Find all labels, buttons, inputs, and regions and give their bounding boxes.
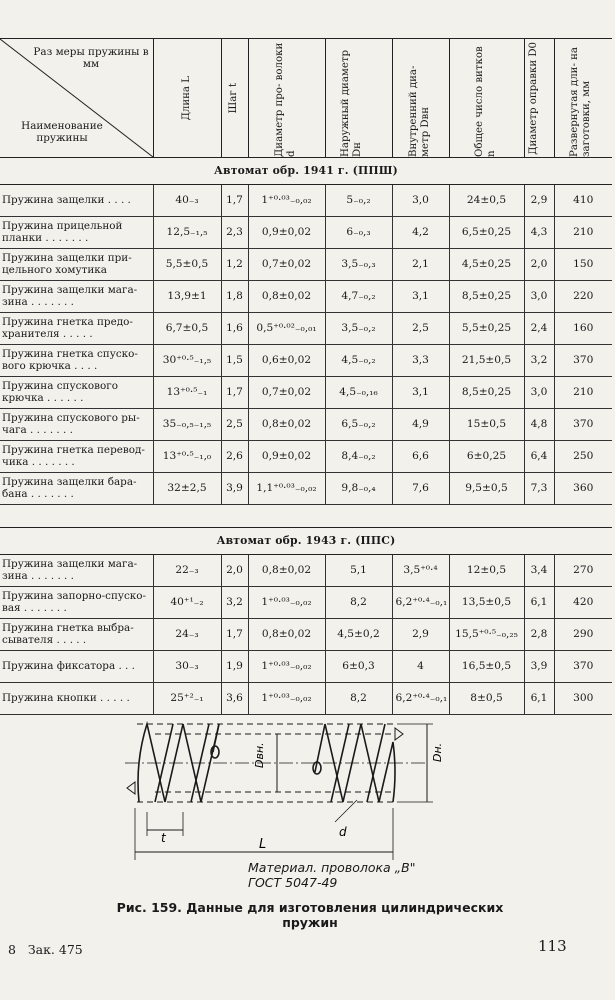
- value-cell: 24±0,5: [449, 185, 524, 217]
- value-cell: 0,8±0,02: [248, 555, 325, 587]
- value-cell: 3,5₋₀,₃: [325, 249, 392, 281]
- value-cell: 1,5: [221, 345, 248, 377]
- col-header-blank-length: Развернутая дли- на заготовки, мм: [554, 39, 612, 158]
- value-cell: 6,5±0,25: [449, 217, 524, 249]
- value-cell: 30⁺⁰·⁵₋₁,₅: [153, 345, 221, 377]
- value-cell: 13⁺⁰·⁵₋₁: [153, 377, 221, 409]
- value-cell: 270: [554, 555, 612, 587]
- value-cell: 1,7: [221, 377, 248, 409]
- value-cell: 6,7±0,5: [153, 313, 221, 345]
- col-header-pitch: Шаг t: [221, 39, 248, 158]
- table-row: [0, 185, 612, 217]
- value-cell: 3,0: [524, 281, 554, 313]
- value-cell: 9,5±0,5: [449, 473, 524, 505]
- value-cell: 4,5±0,2: [325, 619, 392, 651]
- value-cell: 32±2,5: [153, 473, 221, 505]
- value-cell: 3,2: [524, 345, 554, 377]
- table-row: [0, 249, 612, 281]
- value-cell: 5₋₀,₂: [325, 185, 392, 217]
- spring-name-cell: Пружина гнетка спуско- вого крючка . . . .: [0, 345, 153, 377]
- value-cell: 3,9: [524, 651, 554, 683]
- value-cell: 420: [554, 587, 612, 619]
- value-cell: 6±0,3: [325, 651, 392, 683]
- value-cell: 8,4₋₀,₂: [325, 441, 392, 473]
- value-cell: 6,1: [524, 683, 554, 715]
- value-cell: 6,2⁺⁰·⁴₋₀,₁: [392, 683, 449, 715]
- value-cell: 150: [554, 249, 612, 281]
- spring-drawing: [125, 712, 445, 862]
- value-cell: 6±0,25: [449, 441, 524, 473]
- value-cell: 4: [392, 651, 449, 683]
- spring-name-cell: Пружина защелки при- цельного хомутика: [0, 249, 153, 281]
- value-cell: 3,5₋₀,₂: [325, 313, 392, 345]
- value-cell: 1,6: [221, 313, 248, 345]
- value-cell: 0,6±0,02: [248, 345, 325, 377]
- value-cell: 0,8±0,02: [248, 281, 325, 313]
- table-row: [0, 217, 612, 249]
- label-length: L: [259, 837, 267, 852]
- value-cell: 1,9: [221, 651, 248, 683]
- value-cell: 4,8: [524, 409, 554, 441]
- col-header-inner-diameter: Внутренний диа- метр Dвн: [392, 39, 449, 158]
- label-inner-diameter: Dвн.: [253, 742, 266, 768]
- value-cell: 0,9±0,02: [248, 441, 325, 473]
- value-cell: 1,7: [221, 185, 248, 217]
- value-cell: 6,4: [524, 441, 554, 473]
- value-cell: 4,5₋₀,₁₆: [325, 377, 392, 409]
- spring-name-cell: Пружина гнетка выбра- сывателя . . . . .: [0, 619, 153, 651]
- col-header-mandrel-diameter: Диаметр оправки D0: [524, 39, 554, 158]
- table-row: [0, 587, 612, 619]
- value-cell: 5,5±0,25: [449, 313, 524, 345]
- value-cell: 0,8±0,02: [248, 409, 325, 441]
- value-cell: 4,7₋₀,₂: [325, 281, 392, 313]
- value-cell: 6₋₀,₃: [325, 217, 392, 249]
- value-cell: 40⁺¹₋₂: [153, 587, 221, 619]
- table-row: [0, 473, 612, 505]
- value-cell: 5,5±0,5: [153, 249, 221, 281]
- value-cell: 220: [554, 281, 612, 313]
- value-cell: 7,6: [392, 473, 449, 505]
- value-cell: 13,5±0,5: [449, 587, 524, 619]
- label-wire-diameter: d: [339, 825, 347, 839]
- value-cell: 1⁺⁰·⁰³₋₀,₀₂: [248, 587, 325, 619]
- col-header-coil-count: Общее число витков n: [449, 39, 524, 158]
- value-cell: 13,9±1: [153, 281, 221, 313]
- value-cell: 370: [554, 345, 612, 377]
- spring-name-cell: Пружина гнетка перевод- чика . . . . . . .: [0, 441, 153, 473]
- value-cell: 7,3: [524, 473, 554, 505]
- value-cell: 2,0: [524, 249, 554, 281]
- value-cell: 2,8: [524, 619, 554, 651]
- corner-bottom-label: Наименование пружины: [21, 120, 103, 144]
- spring-name-cell: Пружина кнопки . . . . .: [0, 683, 153, 715]
- value-cell: 6,6: [392, 441, 449, 473]
- spring-name-cell: Пружина спускового крючка . . . . . .: [0, 377, 153, 409]
- value-cell: 3,1: [392, 377, 449, 409]
- spring-name-cell: Пружина защелки мага- зина . . . . . . .: [0, 281, 153, 313]
- table-row: [0, 313, 612, 345]
- value-cell: 4,9: [392, 409, 449, 441]
- table-row: [0, 555, 612, 587]
- value-cell: 8±0,5: [449, 683, 524, 715]
- table-row: [0, 619, 612, 651]
- value-cell: 1⁺⁰·⁰³₋₀,₀₂: [248, 683, 325, 715]
- value-cell: 15±0,5: [449, 409, 524, 441]
- value-cell: 8,2: [325, 587, 392, 619]
- col-header-length: Длина L: [153, 39, 221, 158]
- value-cell: 370: [554, 651, 612, 683]
- value-cell: 25⁺²₋₁: [153, 683, 221, 715]
- value-cell: 6,1: [524, 587, 554, 619]
- print-order-note: 8 Зак. 475: [8, 942, 83, 957]
- label-outer-diameter: Dн.: [431, 742, 444, 762]
- value-cell: 2,5: [392, 313, 449, 345]
- value-cell: 13⁺⁰·⁵₋₁,₀: [153, 441, 221, 473]
- label-pitch: t: [161, 831, 166, 845]
- value-cell: 2,3: [221, 217, 248, 249]
- value-cell: 15,5⁺⁰·⁵₋₀,₂₅: [449, 619, 524, 651]
- value-cell: 1,1⁺⁰·⁰³₋₀,₀₂: [248, 473, 325, 505]
- value-cell: 1,8: [221, 281, 248, 313]
- value-cell: 3,0: [392, 185, 449, 217]
- value-cell: 1,7: [221, 619, 248, 651]
- spring-name-cell: Пружина защелки бара- бана . . . . . . .: [0, 473, 153, 505]
- value-cell: 4,5±0,25: [449, 249, 524, 281]
- value-cell: 3,4: [524, 555, 554, 587]
- section-title-row: [0, 528, 612, 555]
- value-cell: 24₋₃: [153, 619, 221, 651]
- value-cell: 3,9: [221, 473, 248, 505]
- figure-caption: Рис. 159. Данные для изготовления цилиндрических пружин: [116, 900, 504, 930]
- spring-data-table: [0, 38, 612, 715]
- spring-name-cell: Пружина прицельной планки . . . . . . .: [0, 217, 153, 249]
- spring-name-cell: Пружина запорно-спуско- вая . . . . . . .: [0, 587, 153, 619]
- section-title: Автомат обр. 1943 г. (ППС): [0, 528, 612, 555]
- value-cell: 4,2: [392, 217, 449, 249]
- spring-name-cell: Пружина защелки мага- зина . . . . . . .: [0, 555, 153, 587]
- value-cell: 3,2: [221, 587, 248, 619]
- spring-name-cell: Пружина фиксатора . . .: [0, 651, 153, 683]
- col-header-wire-diameter: Диаметр про- волоки d: [248, 39, 325, 158]
- value-cell: 2,4: [524, 313, 554, 345]
- value-cell: 35₋₀,₅₋₁,₅: [153, 409, 221, 441]
- value-cell: 3,1: [392, 281, 449, 313]
- value-cell: 16,5±0,5: [449, 651, 524, 683]
- table-row: [0, 281, 612, 313]
- value-cell: 3,3: [392, 345, 449, 377]
- value-cell: 0,9±0,02: [248, 217, 325, 249]
- value-cell: 8,5±0,25: [449, 377, 524, 409]
- header-corner-cell: [0, 39, 153, 158]
- value-cell: 40₋₃: [153, 185, 221, 217]
- value-cell: 210: [554, 217, 612, 249]
- corner-top-label: Раз меры пружины в мм: [33, 46, 149, 70]
- value-cell: 2,5: [221, 409, 248, 441]
- value-cell: 0,8±0,02: [248, 619, 325, 651]
- value-cell: 4,5₋₀,₂: [325, 345, 392, 377]
- spring-name-cell: Пружина гнетка предо- хранителя . . . . .: [0, 313, 153, 345]
- value-cell: 3,0: [524, 377, 554, 409]
- table-row: [0, 377, 612, 409]
- value-cell: 300: [554, 683, 612, 715]
- value-cell: 370: [554, 409, 612, 441]
- value-cell: 8,5±0,25: [449, 281, 524, 313]
- value-cell: 250: [554, 441, 612, 473]
- table-row: [0, 409, 612, 441]
- value-cell: 1⁺⁰·⁰³₋₀,₀₂: [248, 185, 325, 217]
- value-cell: 5,1: [325, 555, 392, 587]
- value-cell: 8,2: [325, 683, 392, 715]
- value-cell: 0,7±0,02: [248, 249, 325, 281]
- value-cell: 3,6: [221, 683, 248, 715]
- table-row: [0, 345, 612, 377]
- value-cell: 2,9: [392, 619, 449, 651]
- value-cell: 1,2: [221, 249, 248, 281]
- section-gap: [0, 505, 612, 528]
- spring-name-cell: Пружина защелки . . . .: [0, 185, 153, 217]
- table-row: [0, 651, 612, 683]
- value-cell: 3,5⁺⁰·⁴: [392, 555, 449, 587]
- value-cell: 210: [554, 377, 612, 409]
- table-row: [0, 441, 612, 473]
- value-cell: 0,7±0,02: [248, 377, 325, 409]
- value-cell: 6,2⁺⁰·⁴₋₀,₁: [392, 587, 449, 619]
- value-cell: 21,5±0,5: [449, 345, 524, 377]
- page-number: 113: [538, 937, 567, 955]
- value-cell: 0,5⁺⁰·⁰²₋₀,₀₁: [248, 313, 325, 345]
- value-cell: 12,5₋₁,₅: [153, 217, 221, 249]
- value-cell: 410: [554, 185, 612, 217]
- value-cell: 4,3: [524, 217, 554, 249]
- value-cell: 12±0,5: [449, 555, 524, 587]
- value-cell: 360: [554, 473, 612, 505]
- material-note: [248, 860, 508, 890]
- spring-name-cell: Пружина спускового ры- чага . . . . . . .: [0, 409, 153, 441]
- material-line: Материал. проволока „В": [248, 860, 416, 875]
- value-cell: 22₋₃: [153, 555, 221, 587]
- value-cell: 290: [554, 619, 612, 651]
- table-row: [0, 683, 612, 715]
- value-cell: 30₋₃: [153, 651, 221, 683]
- value-cell: 160: [554, 313, 612, 345]
- value-cell: 2,1: [392, 249, 449, 281]
- value-cell: 1⁺⁰·⁰³₋₀,₀₂: [248, 651, 325, 683]
- value-cell: 2,9: [524, 185, 554, 217]
- value-cell: 9,8₋₀,₄: [325, 473, 392, 505]
- gost-line: ГОСТ 5047-49: [248, 875, 338, 890]
- table-header-row: [0, 39, 612, 158]
- value-cell: 2,0: [221, 555, 248, 587]
- section-title-row: [0, 158, 612, 185]
- value-cell: 6,5₋₀,₂: [325, 409, 392, 441]
- col-header-outer-diameter: Наружный диаметр Dн: [325, 39, 392, 158]
- value-cell: 2,6: [221, 441, 248, 473]
- section-title: Автомат обр. 1941 г. (ППШ): [0, 158, 612, 185]
